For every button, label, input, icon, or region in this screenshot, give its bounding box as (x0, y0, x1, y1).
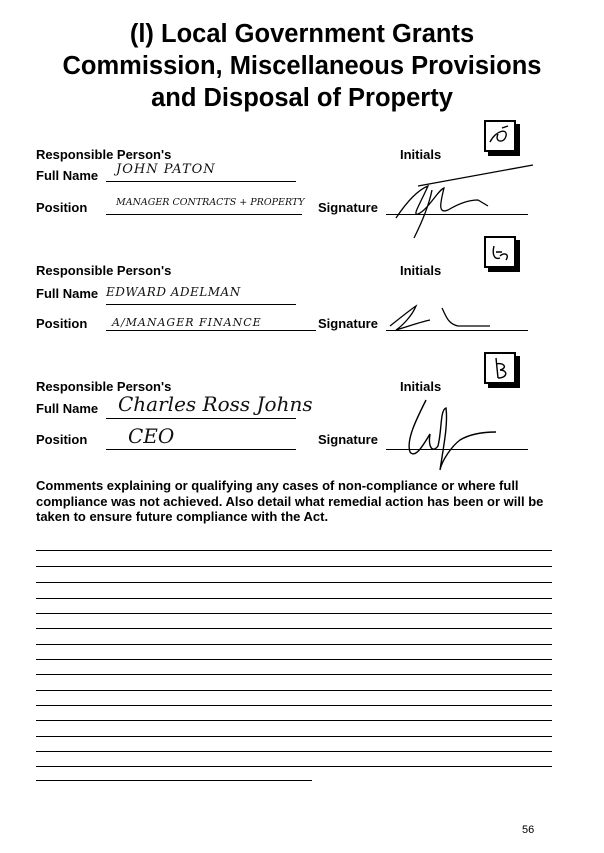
position-line (106, 330, 316, 331)
comment-line (36, 690, 552, 691)
initials-label: Initials (400, 263, 442, 278)
comment-line (36, 598, 552, 599)
comment-line (36, 736, 552, 737)
full-name-line (106, 181, 296, 182)
signature-scribble (386, 298, 506, 338)
responsible-person-label: Responsible Person's (36, 147, 172, 162)
signature-scribble (396, 390, 506, 490)
comment-line (36, 566, 552, 567)
full-name-value: JOHN PATON (116, 162, 216, 177)
comment-line (36, 751, 552, 752)
initials-mark (486, 122, 514, 150)
comments-instructions: Comments explaining or qualifying any cases of non-compliance or where full compliance was not achieved. Also detail what remedial action has been or will be taken to ensure future compliance with the Act. (36, 478, 544, 524)
full-name-line (106, 418, 296, 419)
full-name-value: EDWARD ADELMAN (106, 285, 241, 299)
position-label: Position (36, 316, 88, 331)
initials-box (484, 120, 516, 152)
comment-line (36, 644, 552, 645)
comment-line (36, 720, 552, 721)
initials-label: Initials (400, 147, 442, 162)
initials-box (484, 236, 516, 268)
title-line-1: (l) Local Government Grants (129, 20, 475, 48)
signature-scribble (388, 160, 538, 240)
comment-line (36, 674, 552, 675)
initials-box (484, 352, 516, 384)
position-line (106, 449, 296, 450)
full-name-line (106, 304, 296, 305)
comment-line (36, 628, 552, 629)
signature-label: Signature (318, 200, 378, 215)
initials-mark (486, 238, 514, 266)
signature-label: Signature (318, 316, 378, 331)
full-name-label: Full Name (36, 168, 99, 183)
signature-label: Signature (318, 432, 378, 447)
comment-line (36, 659, 552, 660)
responsible-person-label: Responsible Person's (36, 379, 172, 394)
page-number: 56 (522, 824, 535, 836)
position-label: Position (36, 432, 88, 447)
comment-line (36, 780, 312, 781)
full-name-value: Charles Ross Johns (118, 392, 313, 416)
full-name-label: Full Name (36, 286, 99, 301)
initials-mark (486, 354, 514, 382)
position-value: A/MANAGER FINANCE (112, 316, 262, 329)
responsible-person-label: Responsible Person's (36, 263, 172, 278)
comment-line (36, 582, 552, 583)
title-line-2: Commission, Miscellaneous Provisions (62, 52, 542, 80)
full-name-label: Full Name (36, 401, 99, 416)
title-line-3: and Disposal of Property (151, 84, 453, 112)
position-value: CEO (128, 424, 175, 448)
position-label: Position (36, 200, 88, 215)
comment-line (36, 766, 552, 767)
position-line (106, 214, 302, 215)
comment-line (36, 705, 552, 706)
comment-line (36, 550, 552, 551)
comment-line (36, 613, 552, 614)
page-title (0, 18, 604, 114)
position-value: MANAGER CONTRACTS + PROPERTY (116, 197, 305, 208)
initials-label: Initials (400, 379, 442, 394)
